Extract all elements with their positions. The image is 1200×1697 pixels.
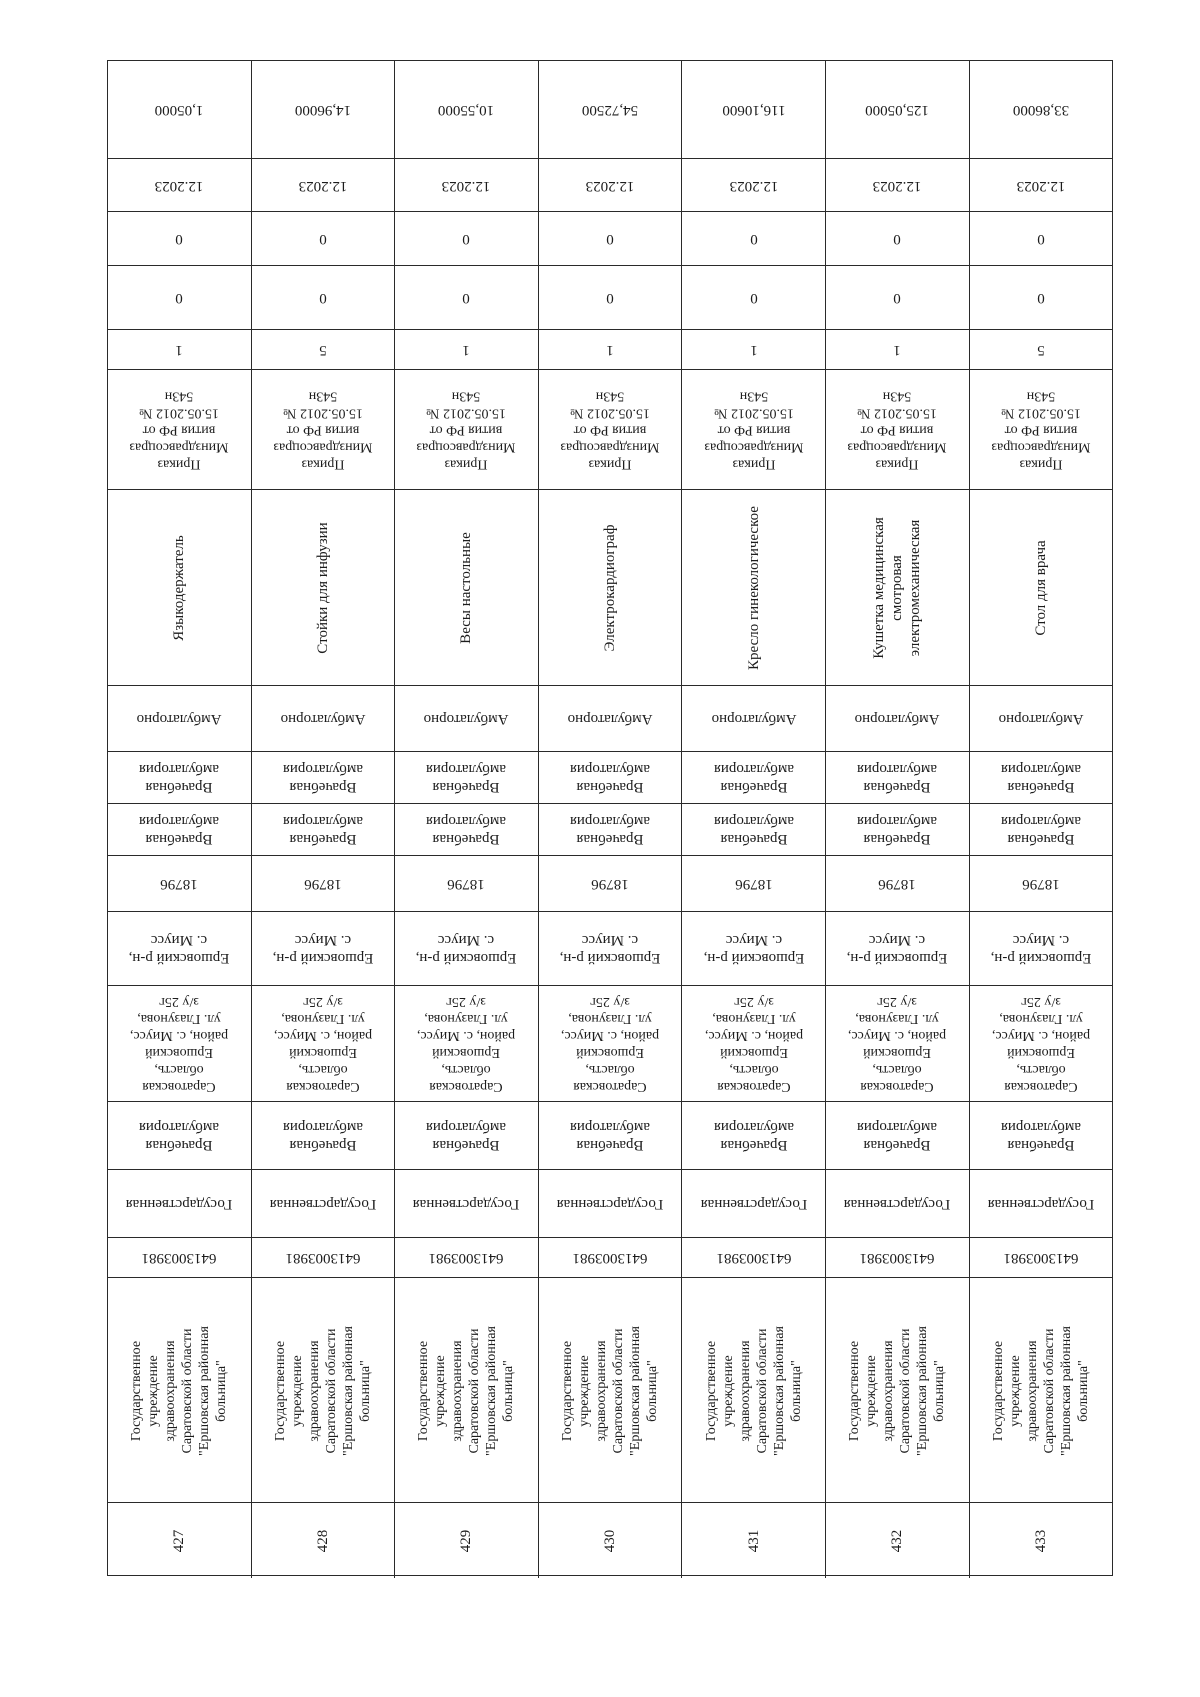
amount-text: 116,10600 [722,101,786,118]
cell-col-a [108,212,252,266]
cell-period [682,159,826,212]
subunit-text: Врачебная амбулатория [570,761,651,795]
cell-order [252,370,396,490]
cell-col-b [826,266,970,330]
cell-period [970,159,1114,212]
band-equipment [108,489,1112,686]
cell-inn [970,1238,1114,1278]
dept-text: Врачебная амбулатория [282,1119,363,1153]
period-text: 12.2023 [585,177,635,194]
amount-text: 10,55000 [438,101,495,118]
cell-org-name [970,1278,1114,1503]
cell-order [826,370,970,490]
cell-locality [826,912,970,986]
cell-postal [108,856,252,912]
cell-period [395,159,539,212]
care-form-text: Амбулаторно [711,711,797,727]
cell-subunit [826,752,970,804]
inn-text: 6413003981 [1003,1250,1079,1266]
cell-quantity [682,330,826,370]
cell-quantity [108,330,252,370]
postal-text: 18796 [160,876,199,892]
cell-ownership [108,1170,252,1238]
cell-quantity [826,330,970,370]
cell-inn [539,1238,683,1278]
amount-text: 1,05000 [154,101,204,118]
quantity-text: 1 [175,342,184,358]
amount-text: 125,05000 [865,101,930,118]
period-text: 12.2023 [729,177,779,194]
band-row-no [108,1502,1112,1578]
cell-locality [395,912,539,986]
inn-text: 6413003981 [859,1250,935,1266]
cell-quantity [252,330,396,370]
cell-postal [539,856,683,912]
address-text: Саратовская область, Ершовский район, с. Миусс, ул. Глазунова, з/у 25г [560,994,660,1094]
cell-postal [252,856,396,912]
care-form-text: Амбулаторно [854,711,940,727]
order-text: Приказ Минздравсоцраз вития РФ от 15.05.2012 № 543н [416,388,516,472]
cell-unit [970,804,1114,856]
care-form-text: Амбулаторно [567,711,653,727]
ownership-text: Государственная [988,1196,1095,1212]
address-text: Саратовская область, Ершовский район, с. Миусс, ул. Глазунова, з/у 25г [992,994,1091,1094]
row-no-text: 432 [889,1529,906,1552]
address-text: Саратовская область, Ершовский район, с. Миусс, ул. Глазунова, з/у 25г [704,994,803,1094]
subunit-text: Врачебная амбулатория [857,761,938,795]
cell-quantity [970,330,1114,370]
locality-text: Ершовский р-н, с. Миусс [272,932,374,966]
amount-text: 54,72500 [581,101,639,118]
cell-ownership [970,1170,1114,1238]
band-locality [108,911,1112,986]
org-name-text: Государственное учреждение здравоохранения Саратовской области "Ершовская районная больница" [991,1325,1092,1456]
inn-text: 6413003981 [716,1250,792,1266]
col-a-text: 0 [1037,231,1046,247]
unit-text: Врачебная амбулатория [713,813,794,847]
cell-unit [252,804,396,856]
inn-text: 6413003981 [572,1250,648,1266]
cell-org-name [539,1278,683,1503]
cell-col-b [108,266,252,330]
unit-text: Врачебная амбулатория [282,813,363,847]
ownership-text: Государственная [844,1196,951,1212]
locality-text: Ершовский р-н, с. Миусс [416,932,517,966]
equipment-text: Кресло гинекологическое [745,506,762,670]
org-name-text: Государственное учреждение здравоохранения Саратовской области "Ершовская районная больница" [416,1325,517,1456]
band-ownership [108,1169,1112,1238]
band-care-form [108,685,1112,752]
cell-quantity [539,330,683,370]
cell-ownership [826,1170,970,1238]
cell-equipment [395,490,539,686]
subunit-text: Врачебная амбулатория [713,761,794,795]
cell-quantity [395,330,539,370]
equipment-text: Весы настольные [458,532,475,644]
cell-row-no [539,1503,683,1578]
ownership-text: Государственная [556,1196,664,1212]
cell-amount [108,61,252,158]
order-text: Приказ Минздравсоцраз вития РФ от 15.05.2012 № 543н [560,388,660,472]
unit-text: Врачебная амбулатория [1001,813,1082,847]
postal-text: 18796 [1022,876,1061,892]
cell-org-name [682,1278,826,1503]
band-quantity [108,329,1112,370]
cell-org-name [395,1278,539,1503]
order-text: Приказ Минздравсоцраз вития РФ от 15.05.2012 № 543н [273,388,373,472]
band-address [108,985,1112,1102]
band-period [108,158,1112,212]
cell-order [108,370,252,490]
cell-inn [252,1238,396,1278]
quantity-text: 5 [319,342,327,358]
col-b-text: 0 [893,290,902,306]
row-no-text: 431 [745,1529,762,1552]
cell-dept [539,1102,683,1170]
cell-org-name [252,1278,396,1503]
dept-text: Врачебная амбулатория [713,1119,794,1153]
cell-address [395,986,539,1102]
address-text: Саратовская область, Ершовский район, с. Миусс, ул. Глазунова, з/у 25г [417,994,516,1094]
cell-equipment [682,490,826,686]
col-a-text: 0 [175,231,184,247]
cell-inn [826,1238,970,1278]
cell-order [970,370,1114,490]
band-order [108,369,1112,490]
cell-org-name [826,1278,970,1503]
inn-text: 6413003981 [285,1250,361,1266]
cell-care-form [826,686,970,752]
cell-dept [108,1102,252,1170]
cell-subunit [252,752,396,804]
cell-unit [395,804,539,856]
postal-text: 18796 [304,876,342,892]
equipment-text: Кушетка медицинская смотровая электромеханическая [871,517,924,659]
cell-amount [395,61,539,158]
cell-unit [539,804,683,856]
row-no-text: 427 [171,1529,188,1552]
org-name-text: Государственное учреждение здравоохранения Саратовской области "Ершовская районная больница" [560,1325,661,1456]
order-text: Приказ Минздравсоцраз вития РФ от 15.05.2012 № 543н [991,388,1091,472]
cell-col-b [539,266,683,330]
cell-address [539,986,683,1102]
cell-care-form [252,686,396,752]
address-text: Саратовская область, Ершовский район, с. Миусс, ул. Глазунова, з/у 25г [130,994,229,1094]
postal-text: 18796 [734,876,773,892]
cell-equipment [970,490,1114,686]
org-name-text: Государственное учреждение здравоохранения Саратовской области "Ершовская районная больница" [703,1325,804,1456]
cell-equipment [539,490,683,686]
cell-address [108,986,252,1102]
cell-address [970,986,1114,1102]
cell-locality [539,912,683,986]
unit-text: Врачебная амбулатория [857,813,938,847]
locality-text: Ершовский р-н, с. Миусс [990,932,1092,966]
band-amount [108,61,1112,158]
equipment-text: Стойки для инфузии [314,522,331,654]
cell-subunit [682,752,826,804]
postal-text: 18796 [591,876,629,892]
col-a-text: 0 [893,231,902,247]
band-postal [108,855,1112,912]
row-no-text: 430 [602,1529,619,1552]
equipment-text: Электрокардиограф [602,524,619,652]
equipment-table [107,60,1113,1576]
cell-equipment [826,490,970,686]
cell-col-a [252,212,396,266]
cell-unit [108,804,252,856]
period-text: 12.2023 [298,177,348,194]
cell-period [826,159,970,212]
amount-text: 33,86000 [1013,101,1070,118]
cell-postal [970,856,1114,912]
cell-ownership [682,1170,826,1238]
unit-text: Врачебная амбулатория [570,813,651,847]
quantity-text: 1 [606,342,614,358]
cell-unit [682,804,826,856]
cell-row-no [826,1503,970,1578]
equipment-text: Языкодержатель [171,535,188,641]
care-form-text: Амбулаторно [280,711,366,727]
cell-care-form [970,686,1114,752]
amount-text: 14,96000 [294,101,352,118]
care-form-text: Амбулаторно [424,711,509,727]
period-text: 12.2023 [154,177,204,194]
cell-care-form [539,686,683,752]
cell-dept [395,1102,539,1170]
ownership-text: Государственная [269,1196,377,1212]
locality-text: Ершовский р-н, с. Миусс [559,932,661,966]
subunit-text: Врачебная амбулатория [426,761,507,795]
cell-locality [970,912,1114,986]
quantity-text: 5 [1037,342,1046,358]
cell-amount [826,61,970,158]
cell-amount [539,61,683,158]
cell-row-no [970,1503,1114,1578]
cell-address [682,986,826,1102]
locality-text: Ершовский р-н, с. Миусс [703,932,805,966]
band-org-name [108,1277,1112,1503]
dept-text: Врачебная амбулатория [570,1119,651,1153]
cell-amount [682,61,826,158]
cell-col-a [826,212,970,266]
cell-col-a [539,212,683,266]
inn-text: 6413003981 [141,1250,217,1266]
cell-row-no [252,1503,396,1578]
cell-equipment [108,490,252,686]
dept-text: Врачебная амбулатория [139,1119,220,1153]
cell-inn [108,1238,252,1278]
cell-col-b [395,266,539,330]
col-b-text: 0 [1037,290,1046,306]
col-b-text: 0 [462,290,471,306]
cell-amount [970,61,1114,158]
subunit-text: Врачебная амбулатория [282,761,363,795]
order-text: Приказ Минздравсоцраз вития РФ от 15.05.2012 № 543н [704,388,804,472]
cell-amount [252,61,396,158]
postal-text: 18796 [447,876,486,892]
col-a-text: 0 [606,231,614,247]
col-a-text: 0 [749,231,758,247]
cell-ownership [395,1170,539,1238]
band-col-b [108,265,1112,330]
band-unit [108,803,1112,856]
cell-locality [108,912,252,986]
row-no-text: 429 [458,1529,475,1552]
unit-text: Врачебная амбулатория [426,813,507,847]
cell-ownership [539,1170,683,1238]
dept-text: Врачебная амбулатория [857,1119,938,1153]
cell-address [252,986,396,1102]
period-text: 12.2023 [442,177,491,194]
cell-col-a [682,212,826,266]
cell-period [539,159,683,212]
quantity-text: 1 [893,342,902,358]
order-text: Приказ Минздравсоцраз вития РФ от 15.05.2012 № 543н [129,388,229,472]
row-no-text: 433 [1033,1529,1050,1552]
cell-dept [252,1102,396,1170]
order-text: Приказ Минздравсоцраз вития РФ от 15.05.2012 № 543н [847,388,947,472]
cell-postal [395,856,539,912]
cell-col-b [970,266,1114,330]
care-form-text: Амбулаторно [998,711,1084,727]
cell-row-no [395,1503,539,1578]
cell-inn [682,1238,826,1278]
cell-unit [826,804,970,856]
cell-period [252,159,396,212]
cell-dept [970,1102,1114,1170]
band-dept [108,1101,1112,1170]
subunit-text: Врачебная амбулатория [139,761,220,795]
locality-text: Ершовский р-н, с. Миусс [846,932,948,966]
cell-subunit [395,752,539,804]
cell-col-a [395,212,539,266]
address-text: Саратовская область, Ершовский район, с. Миусс, ул. Глазунова, з/у 25г [273,994,373,1094]
subunit-text: Врачебная амбулатория [1001,761,1082,795]
care-form-text: Амбулаторно [136,711,222,727]
cell-dept [682,1102,826,1170]
col-a-text: 0 [319,231,327,247]
band-subunit [108,751,1112,804]
ownership-text: Государственная [700,1196,807,1212]
band-inn [108,1237,1112,1278]
cell-row-no [108,1503,252,1578]
inn-text: 6413003981 [428,1250,504,1266]
cell-locality [682,912,826,986]
col-b-text: 0 [319,290,327,306]
cell-subunit [539,752,683,804]
cell-period [108,159,252,212]
cell-equipment [252,490,396,686]
org-name-text: Государственное учреждение здравоохранения Саратовской области "Ершовская районная больница" [272,1325,373,1456]
locality-text: Ершовский р-н, с. Миусс [128,932,230,966]
postal-text: 18796 [878,876,917,892]
address-text: Саратовская область, Ершовский район, с. Миусс, ул. Глазунова, з/у 25г [848,994,947,1094]
cell-inn [395,1238,539,1278]
col-b-text: 0 [606,290,614,306]
cell-dept [826,1102,970,1170]
col-b-text: 0 [749,290,758,306]
period-text: 12.2023 [1016,177,1066,194]
org-name-text: Государственное учреждение здравоохранения Саратовской области "Ершовская районная больница" [129,1325,230,1456]
equipment-text: Стол для врача [1033,540,1050,636]
quantity-text: 1 [749,342,758,358]
cell-ownership [252,1170,396,1238]
period-text: 12.2023 [872,177,922,194]
cell-care-form [395,686,539,752]
cell-care-form [682,686,826,752]
cell-col-b [252,266,396,330]
quantity-text: 1 [462,342,471,358]
cell-order [395,370,539,490]
ownership-text: Государственная [413,1196,520,1212]
col-a-text: 0 [462,231,471,247]
dept-text: Врачебная амбулатория [426,1119,507,1153]
col-b-text: 0 [175,290,184,306]
org-name-text: Государственное учреждение здравоохранения Саратовской области "Ершовская районная больница" [847,1325,948,1456]
row-no-text: 428 [314,1529,331,1552]
cell-row-no [682,1503,826,1578]
cell-address [826,986,970,1102]
cell-col-a [970,212,1114,266]
cell-org-name [108,1278,252,1503]
cell-postal [826,856,970,912]
ownership-text: Государственная [126,1196,233,1212]
cell-order [682,370,826,490]
cell-locality [252,912,396,986]
unit-text: Врачебная амбулатория [139,813,220,847]
dept-text: Врачебная амбулатория [1001,1119,1082,1153]
cell-col-b [682,266,826,330]
cell-order [539,370,683,490]
cell-subunit [108,752,252,804]
cell-postal [682,856,826,912]
band-col-a [108,211,1112,266]
cell-subunit [970,752,1114,804]
cell-care-form [108,686,252,752]
